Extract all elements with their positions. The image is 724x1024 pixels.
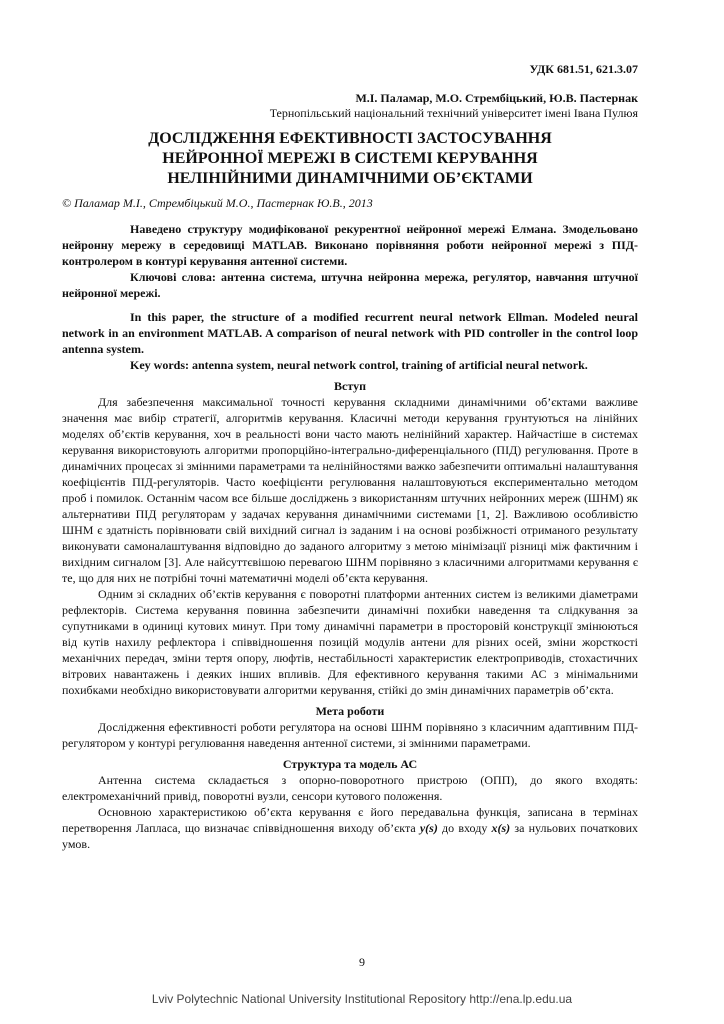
authors: М.І. Паламар, М.О. Стрембіцький, Ю.В. Пастернак [355,91,638,105]
udk-code: УДК 681.51, 621.3.07 [529,62,638,76]
keywords-english: Key words: antenna system, neural network control, training of artificial neural network. [130,358,588,372]
paper-page [62,62,638,852]
abstract-english: In this paper, the structure of a modified recurrent neural network Ellman. Modeled neural network in an environment MATLAB. A comparison of neural network with PID controller in the control loop antenna system. [62,310,638,356]
heading-structure: Структура та модель АС [282,757,418,771]
abstract-ukrainian: Наведено структуру модифікованої рекурентної нейронної мережі Елмана. Змодельовано нейронну мережу в середовищі MATLAB. Виконано порівняння роботи нейронної мережі з ПІД-контролером в контурі керування антенної системи. [62,222,638,268]
repository-footer: Lviv Polytechnic National University Institutional Repository http://ena.lp.edu.ua [151,992,573,1006]
structure-text-b: до входу [437,821,492,835]
copyright-line: © Паламар М.І., Стрембіцький М.О., Пастернак Ю.В., 2013 [62,196,373,210]
structure-text-a: Основною характеристикою об’єкта керування є його передавальна функція, записана в термінах перетворення Лапласа, що визначає співвідношення виходу об’єкта [62,805,638,835]
structure-paragraph-1: Антенна система складається з опорно-поворотного пристрою (ОПП), до якого входять: електромеханічний привід, поворотні вузли, сенсори кутового положення. [62,773,638,803]
symbol-x-s: x(s) [491,821,511,835]
affiliation: Тернопільський національний технічний університет імені Івана Пулюя [269,106,638,120]
page-number: 9 [359,955,365,969]
goal-paragraph: Дослідження ефективності роботи регулятора на основі ШНМ порівняно з класичним адаптивним ПІД-регулятором у контурі регулювання наведення антенної системи, зі змінними параметрами. [62,720,638,750]
structure-paragraph-2 [62,804,638,852]
title-line-2: НЕЙРОННОЇ МЕРЕЖІ В СИСТЕМІ КЕРУВАННЯ [162,150,538,167]
intro-paragraph-1: Для забезпечення максимальної точності керування складними динамічними об’єктами важливе значення має вибір стратегії, алгоритмів керування. Класичні методи керування грунтуються на лінійних моделях об’єктів керування, хоч в реальності вони часто мають нелінійний характер. Найчастіше в системах керування використовують алгоритми пропорційно-інтегрально-диференціального (ПІД) регулювання. Проте в динамічних процесах зі змінними параметрами та нелінійностями важко забезпечити оптимальні налаштування коефіцієнтів ПІД-регуляторів. Часто коефіцієнти регулювання налаштовуються експериментально методом проб і помилок. Останнім часом все більше досліджень з використанням штучних нейронних мереж (ШНМ) як альтернативи ПІД регуляторам у задачах керування динамічними системами [1, 2]. Важливою особливістю ШНМ є здатність порівнювати свій вихідний сигнал із заданим і на основі розбіжності отриманого результату виконувати самоналаштування відповідно до заданого алгоритму з метою мінімізації різниці між фактичним і вихідним сигналом [3]. Але найсуттєвішою перевагою ШНМ порівняно з класичними алгоритмами керування є те, що для них не потрібні точні математичні моделі об’єкта керування. [62,395,638,585]
title-line-3: НЕЛІНІЙНИМИ ДИНАМІЧНИМИ ОБ’ЄКТАМИ [167,170,533,187]
paper-title [62,129,638,189]
intro-paragraph-2: Одним зі складних об’єктів керування є поворотні платформи антенних систем із великими діаметрами рефлекторів. Система керування повинна забезпечити динамічні похибки наведення та слідкування за супутниками в одиниці кутових минут. При тому динамічні параметри в просторовій конструкції змінюються від кутів нахилу рефлектора і співвідношення позицій модулів антени для різних осей, зміни жорсткості механічних передач, зміни тертя опору, люфтів, нестабільності характеристик електроприводів, стохастичних вітрових навантажень і деяких інших впливів. Для ефективного керування такими АС з мінімальними похибками необхідно використовувати алгоритми керування, стійкі до змін динамічних параметрів об’єкта. [62,587,638,697]
symbol-y-s: y(s) [419,821,438,835]
structure-text-c: за нульових початкових умов. [62,821,638,851]
keywords-ukrainian: Ключові слова: антенна система, штучна нейронна мережа, регулятор, навчання штучної нейронної мережі. [62,270,638,300]
heading-goal: Мета роботи [315,704,385,718]
heading-introduction: Вступ [334,379,366,393]
title-line-1: ДОСЛІДЖЕННЯ ЕФЕКТИВНОСТІ ЗАСТОСУВАННЯ [148,130,552,147]
